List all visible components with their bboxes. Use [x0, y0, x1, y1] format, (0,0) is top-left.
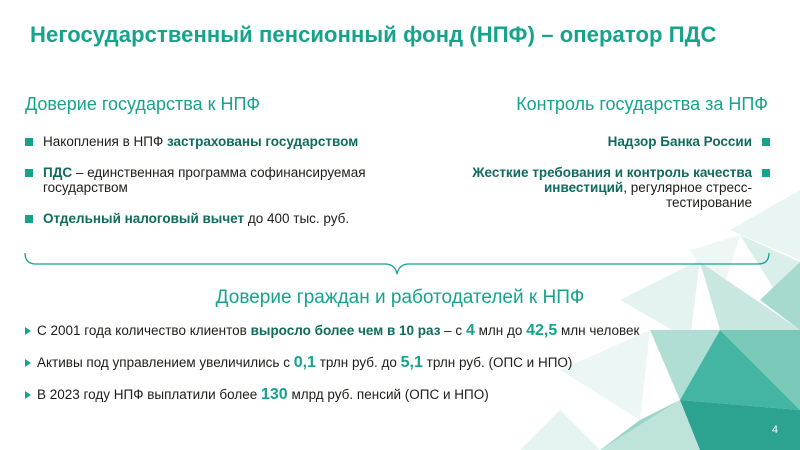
state-trust-list — [25, 134, 445, 242]
triangle-bullet-icon — [25, 359, 31, 367]
list-item: В 2023 году НПФ выплатили более 130 млрд руб. пенсий (ОПС и НПО) — [25, 386, 765, 404]
triangle-bullet-icon — [25, 327, 31, 335]
list-item: Активы под управлением увеличились с 0,1 трлн руб. до 5,1 трлн руб. (ОПС и НПО) — [25, 354, 765, 372]
bottom-section-heading: Доверие граждан и работодателей к НПФ — [215, 287, 585, 308]
list-item: ПДС – единственная программа софинансируемая государством — [25, 165, 445, 195]
square-bullet-icon — [762, 138, 770, 146]
right-section-heading: Контроль государства за НПФ — [516, 94, 768, 114]
list-item: Жесткие требования и контроль качества инвестиций, регулярное стресс-тестирование — [470, 165, 770, 210]
square-bullet-icon — [25, 215, 33, 223]
square-bullet-icon — [25, 169, 33, 177]
list-item: С 2001 года количество клиентов выросло более чем в 10 раз – с 4 млн до 42,5 млн человек — [25, 322, 765, 340]
triangle-bullet-icon — [25, 391, 31, 399]
state-control-list — [470, 134, 770, 226]
list-item: Накопления в НПФ застрахованы государством — [25, 134, 445, 149]
citizen-trust-list — [25, 322, 765, 418]
square-bullet-icon — [762, 169, 770, 177]
page-title: Негосударственный пенсионный фонд (НПФ) – оператор ПДС — [30, 22, 717, 47]
curly-brace-divider — [24, 252, 770, 276]
square-bullet-icon — [25, 138, 33, 146]
list-item: Надзор Банка России — [470, 134, 770, 149]
page-number: 4 — [771, 424, 778, 436]
left-section-heading: Доверие государства к НПФ — [25, 94, 261, 114]
list-item: Отдельный налоговый вычет до 400 тыс. руб. — [25, 211, 445, 226]
